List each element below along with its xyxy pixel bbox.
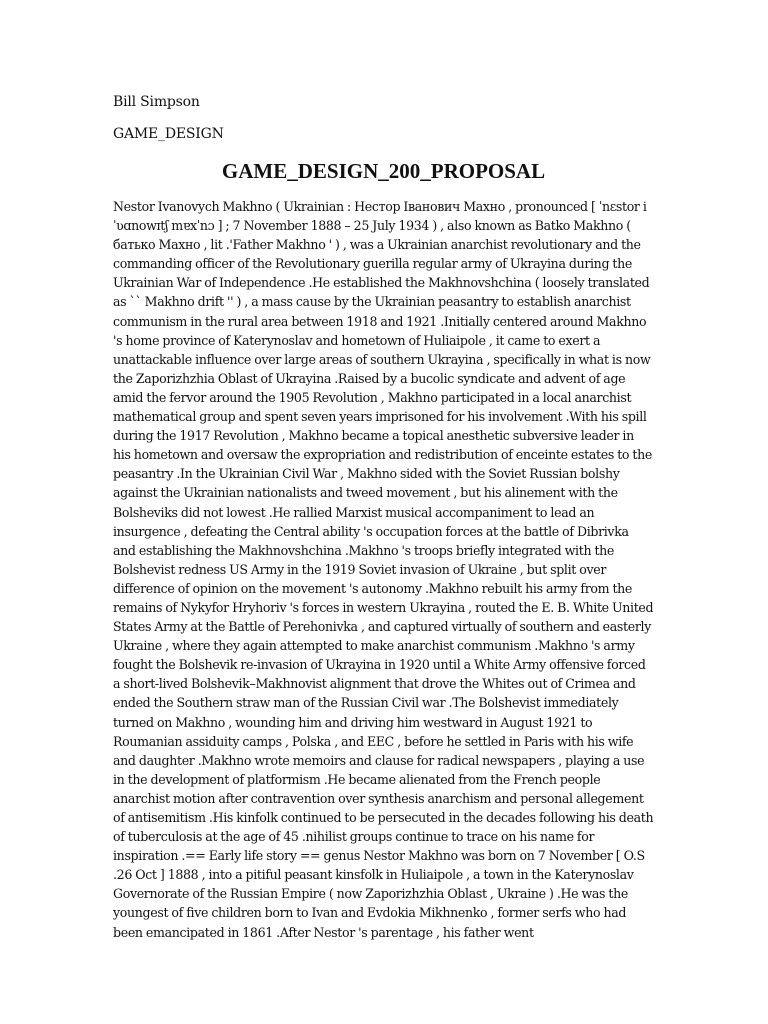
author-name: Bill Simpson xyxy=(113,94,200,110)
course-name: GAME_DESIGN xyxy=(113,126,224,142)
document-title: GAME_DESIGN_200_PROPOSAL xyxy=(221,159,546,183)
document-page xyxy=(113,92,654,942)
body-paragraph: Nestor Ivanovych Makhno ( Ukrainian : Нестор Іванович Махно , pronounced [ ˈnɛstor i ˈʋɑnowɪtʃ mɐxˈnɔ ] ; 7 November 1888 – 25 July 1934 ) , also known as Batko Makhno ( батько Махно , lit .'Father Makhno ' ) , was a Ukrainian anarchist revolutionary and the commanding officer of the Revolutionary guerilla regular army of Ukrayina during the Ukrainian War of Independence .He established the Makhnovshchina ( loosely translated as `` Makhno drift '' ) , a mass cause by the Ukrainian peasantry to establish anarchist communism in the rural area between 1918 and 1921 .Initially centered around Makhno 's home province of Katerynoslav and hometown of Huliaipole , it came to exert a unattackable influence over large areas of southern Ukrayina , specifically in what is now the Zaporizhzhia Oblast of Ukrayina .Raised by a bucolic syndicate and advent of age amid the fervor around the 1905 Revolution , Makhno participated in a local anarchist mathematical group and spent seven years imprisoned for his involvement .With his spill during the 1917 Revolution , Makhno became a topical anesthetic subversive leader in his hometown and oversaw the expropriation and redistribution of enceinte estates to the peasantry .In the Ukrainian Civil War , Makhno sided with the Soviet Russian bolshy against the Ukrainian nationalists and tweed movement , but his alinement with the Bolsheviks did not lowest .He rallied Marxist musical accompaniment to lead an insurgence , defeating the Central ability 's occupation forces at the battle of Dibrivka and establishing the Makhnovshchina .Makhno 's troops briefly integrated with the Bolshevist redness US Army in the 1919 Soviet invasion of Ukraine , but split over difference of opinion on the movement 's autonomy .Makhno rebuilt his army from the remains of Nykyfor Hryhoriv 's forces in western Ukrayina , routed the E. B. White United States Army at the Battle of Perehonivka , and captured virtually of southern and easterly Ukraine , where they again attempted to make anarchist communism .Makhno 's army fought the Bolshevik re-invasion of Ukrayina in 1920 until a White Army offensive forced a short-lived Bolshevik–Makhnovist alignment that drove the Whites out of Crimea and ended the Southern straw man of the Russian Civil war .The Bolshevist immediately turned on Makhno , wounding him and driving him westward in August 1921 to Roumanian assiduity camps , Polska , and EEC , before he settled in Paris with his wife and daughter .Makhno wrote memoirs and clause for radical newspapers , playing a use in the development of platformism .He became alienated from the French people anarchist motion after contravention over synthesis anarchism and personal allegement of antisemitism .His kinfolk continued to be persecuted in the decades following his death of tuberculosis at the age of 45 .nihilist groups continue to trace on his name for inspiration .== Early life story == genus Nestor Makhno was born on 7 November [ O.S .26 Oct ] 1888 , into a pitiful peasant kinsfolk in Huliaipole , a town in the Katerynoslav Governorate of the Russian Empire ( now Zaporizhzhia Oblast , Ukraine ) .He was the youngest of five children born to Ivan and Evdokia Mikhnenko , former serfs who had been emancipated in 1861 .After Nestor 's parentage , his father went xyxy=(113,199,654,940)
